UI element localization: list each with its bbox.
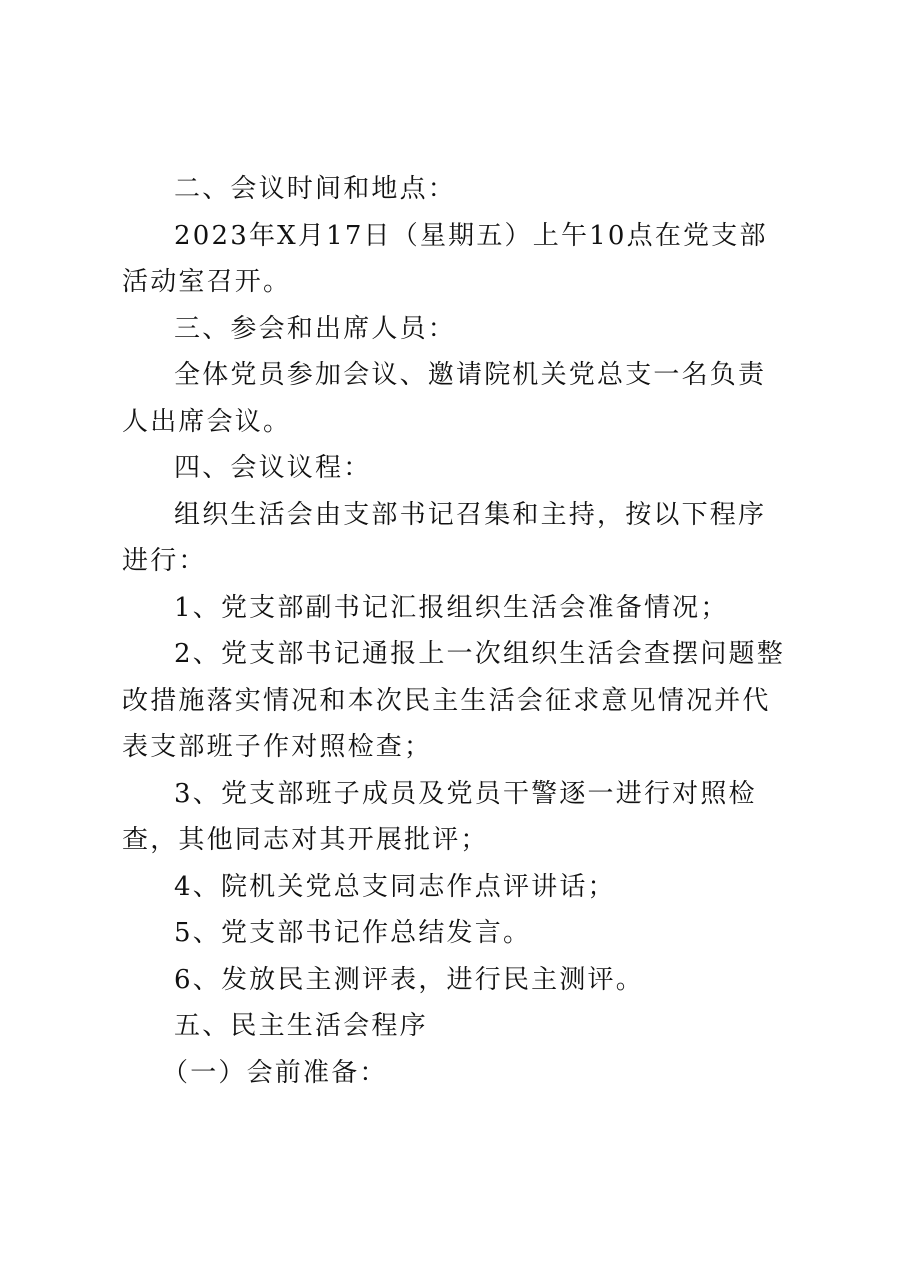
agenda-item-4: 4、院机关党总支同志作点评讲话；: [174, 871, 616, 902]
section-heading-procedure: 五、民主生活会程序: [174, 1011, 428, 1041]
paragraph-time-location: 2023年X月17日（星期五）上午10点在党支部活动室召开。: [122, 220, 768, 297]
section-heading-agenda: 四、会议议程：: [174, 453, 372, 483]
document-body: [122, 166, 794, 1096]
subsection-heading-preparation: （一）会前准备：: [162, 1057, 388, 1088]
section-heading-time-location: 二、会议时间和地点：: [174, 174, 457, 204]
section-heading-attendees: 三、参会和出席人员：: [174, 313, 457, 344]
paragraph-attendees: 全体党员参加会议、邀请院机关党总支一名负责人出席会议。: [122, 360, 767, 437]
agenda-item-6: 6、发放民主测评表，进行民主测评。: [174, 964, 644, 995]
agenda-item-5: 5、党支部书记作总结发言。: [174, 918, 532, 948]
agenda-item-1: 1、党支部副书记汇报组织生活会准备情况；: [174, 592, 729, 623]
paragraph-agenda-intro: 组织生活会由支部书记召集和主持，按以下程序进行：: [122, 499, 767, 576]
agenda-item-3: 3、党支部班子成员及党员干警逐一进行对照检查，其他同志对其开展批评；: [122, 778, 757, 855]
agenda-item-2: 2、党支部书记通报上一次组织生活会查摆问题整改措施落实情况和本次民主生活会征求意见情况并代表支部班子作对照检查；: [122, 639, 785, 762]
